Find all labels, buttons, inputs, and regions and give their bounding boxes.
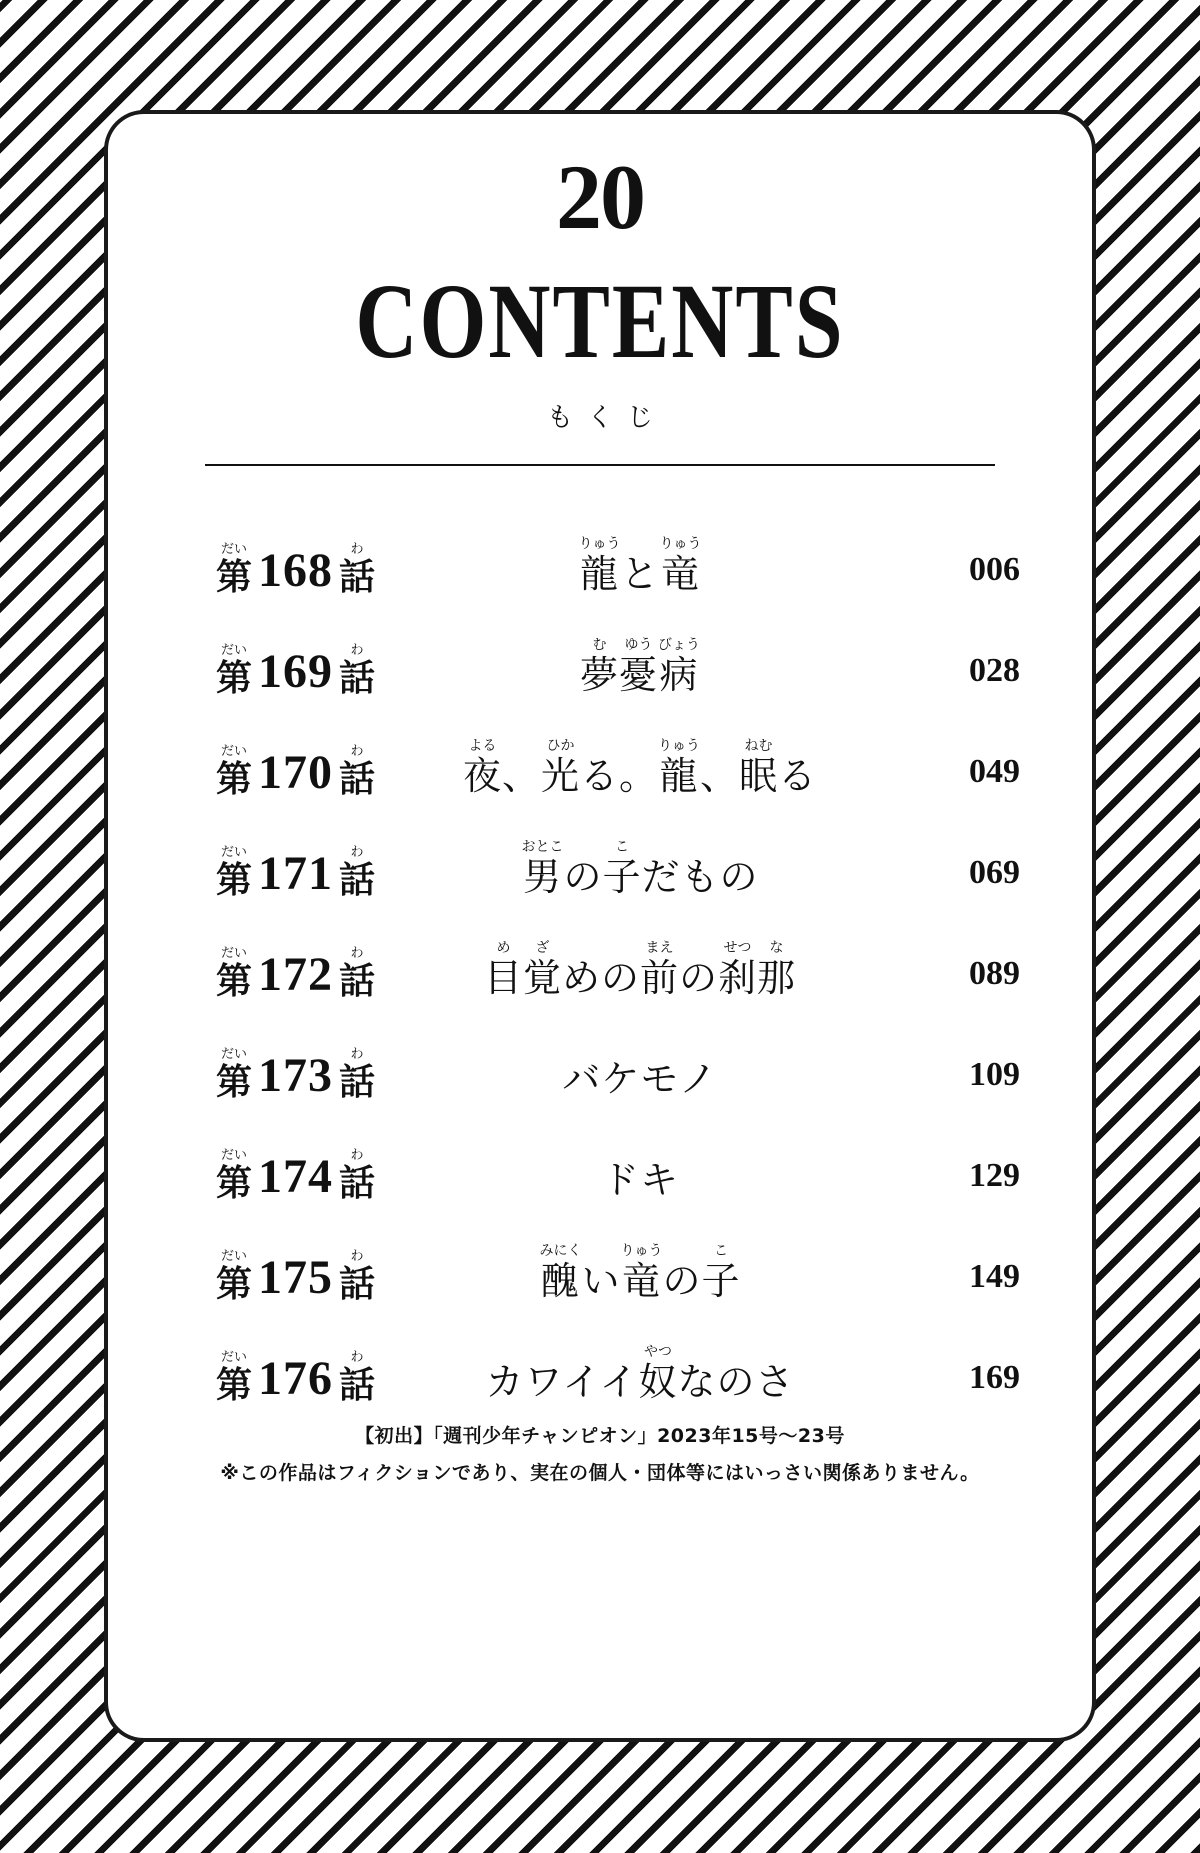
title-ruby: まえ	[645, 939, 674, 956]
title-base: 竜	[660, 551, 700, 596]
chapter-suffix-kanji: 話	[339, 858, 376, 901]
chapter-suffix	[339, 1147, 376, 1204]
chapter-title	[562, 1056, 718, 1101]
chapter-suffix-kanji: 話	[339, 1060, 376, 1103]
chapter-prefix-kanji: 第	[216, 757, 253, 800]
contents-title-wrapper	[108, 260, 1092, 383]
title-ruby-group	[739, 737, 779, 798]
title-base: 前	[639, 955, 679, 1000]
chapter-prefix-kanji: 第	[216, 1060, 253, 1103]
volume-number: 20	[556, 146, 644, 248]
chapter-prefix	[216, 945, 253, 1002]
title-ruby-group	[540, 737, 580, 798]
title-ruby-group	[658, 636, 701, 697]
chapter-prefix-ruby: だい	[221, 1349, 248, 1365]
chapter-label	[170, 1248, 400, 1305]
chapter-number: 172	[258, 947, 334, 1001]
title-ruby: ねむ	[744, 737, 773, 754]
title-base: カワイイ	[485, 1359, 639, 1404]
chapter-prefix-kanji: 第	[216, 656, 253, 699]
toc-row[interactable]	[170, 696, 1030, 800]
chapter-number: 170	[258, 745, 334, 799]
chapter-suffix-ruby: わ	[350, 1248, 364, 1264]
title-base: だもの	[641, 854, 759, 899]
chapter-page-number: 049	[969, 752, 1020, 790]
chapter-suffix	[339, 743, 376, 800]
title-base: の	[662, 1258, 702, 1303]
chapter-title-cell	[400, 941, 880, 999]
title-ruby: おとこ	[521, 838, 564, 855]
chapter-page-number: 089	[969, 954, 1020, 992]
chapter-title	[485, 1343, 795, 1404]
chapter-title-cell	[400, 739, 880, 797]
title-base: る	[778, 753, 818, 798]
chapter-page-number: 069	[969, 853, 1020, 891]
chapter-prefix-ruby: だい	[221, 844, 248, 860]
chapter-prefix	[216, 743, 253, 800]
chapter-prefix-ruby: だい	[221, 1046, 248, 1062]
chapter-number: 174	[258, 1149, 334, 1203]
toc-row[interactable]	[170, 1302, 1030, 1406]
title-ruby: こ	[714, 1242, 728, 1259]
chapter-prefix	[216, 642, 253, 699]
chapter-suffix	[339, 1349, 376, 1406]
title-ruby: む	[592, 636, 607, 653]
chapter-suffix-ruby: わ	[350, 945, 364, 961]
chapter-suffix	[339, 1248, 376, 1305]
footer-notes	[108, 1421, 1092, 1485]
title-base: る。	[579, 753, 658, 798]
title-base: めの	[561, 955, 640, 1000]
title-ruby-group	[539, 1242, 582, 1303]
chapter-prefix-ruby: だい	[221, 541, 248, 557]
chapter-label	[170, 1147, 400, 1204]
title-ruby-group	[602, 838, 642, 899]
toc-row[interactable]	[170, 797, 1030, 901]
chapter-prefix-kanji: 第	[216, 959, 253, 1002]
title-base: 覚	[522, 955, 562, 1000]
title-ruby: りゅう	[658, 737, 700, 754]
title-base: 那	[757, 955, 797, 1000]
title-base: 、	[501, 753, 541, 798]
chapter-suffix-ruby: わ	[350, 541, 364, 557]
chapter-suffix	[339, 945, 376, 1002]
chapter-label	[170, 743, 400, 800]
chapter-prefix	[216, 1349, 253, 1406]
chapter-page-number: 149	[969, 1257, 1020, 1295]
chapter-title	[521, 838, 759, 899]
chapter-prefix	[216, 844, 253, 901]
contents-subtitle: もくじ	[546, 402, 667, 433]
chapter-suffix-kanji: 話	[339, 555, 376, 598]
title-base: 眠	[739, 753, 779, 798]
chapter-suffix-ruby: わ	[350, 1349, 364, 1365]
title-ruby-group	[462, 737, 502, 798]
chapter-title	[539, 1242, 741, 1303]
title-ruby: め	[496, 939, 511, 956]
table-of-contents	[108, 494, 1092, 1406]
chapter-prefix-kanji: 第	[216, 858, 253, 901]
title-base: 奴	[638, 1359, 678, 1404]
chapter-prefix	[216, 1046, 253, 1103]
title-ruby: びょう	[658, 636, 701, 653]
chapter-suffix	[339, 541, 376, 598]
chapter-prefix-kanji: 第	[216, 1363, 253, 1406]
chapter-suffix-kanji: 話	[339, 1363, 376, 1406]
title-ruby: な	[769, 939, 784, 956]
chapter-suffix-kanji: 話	[339, 656, 376, 699]
chapter-title-cell	[400, 1157, 880, 1202]
chapter-prefix-ruby: だい	[221, 743, 248, 759]
title-ruby-group	[659, 535, 702, 596]
first-publication-note: 【初出】「週刊少年チャンピオン」2023年15号〜23号	[355, 1424, 845, 1447]
chapter-label	[170, 642, 400, 699]
chapter-suffix-ruby: わ	[350, 1147, 364, 1163]
chapter-prefix-kanji: 第	[216, 555, 253, 598]
title-ruby: せつ	[723, 939, 752, 956]
title-ruby-group	[483, 939, 523, 1000]
title-ruby: ゆう	[624, 636, 653, 653]
title-ruby: りゅう	[659, 535, 702, 552]
title-ruby: りゅう	[620, 1242, 663, 1259]
chapter-suffix-kanji: 話	[339, 959, 376, 1002]
chapter-page-number: 109	[969, 1055, 1020, 1093]
title-base: 、	[700, 753, 740, 798]
chapter-prefix-kanji: 第	[216, 1161, 253, 1204]
toc-row[interactable]	[170, 898, 1030, 1002]
chapter-number: 169	[258, 644, 334, 698]
toc-row[interactable]	[170, 595, 1030, 699]
chapter-prefix	[216, 1248, 253, 1305]
chapter-prefix-ruby: だい	[221, 1147, 248, 1163]
chapter-title	[462, 737, 818, 798]
title-base: バケモノ	[562, 1056, 718, 1101]
fiction-disclaimer: ※この作品はフィクションであり、実在の個人・団体等にはいっさい関係ありません。	[220, 1461, 980, 1484]
title-base: 醜	[540, 1258, 580, 1303]
chapter-suffix	[339, 1046, 376, 1103]
title-ruby-group	[718, 939, 758, 1000]
title-ruby-group	[639, 939, 679, 1000]
chapter-number: 171	[258, 846, 334, 900]
title-base: なのさ	[677, 1359, 795, 1404]
chapter-suffix-ruby: わ	[350, 642, 364, 658]
title-base: の	[679, 955, 719, 1000]
title-ruby-group	[521, 838, 564, 899]
chapter-title-cell	[400, 1244, 880, 1302]
chapter-suffix-kanji: 話	[339, 1161, 376, 1204]
chapter-prefix-ruby: だい	[221, 945, 248, 961]
title-base: 病	[659, 652, 699, 697]
contents-panel	[104, 110, 1096, 1742]
title-base: ドキ	[600, 1157, 679, 1202]
title-ruby-group	[578, 535, 621, 596]
title-base: 刹	[718, 955, 758, 1000]
title-base: 龍	[659, 753, 699, 798]
title-ruby: ひか	[546, 737, 575, 754]
toc-row[interactable]	[170, 999, 1030, 1103]
contents-title: CONTENTS	[355, 260, 845, 381]
chapter-number: 175	[258, 1250, 334, 1304]
chapter-prefix	[216, 1147, 253, 1204]
divider	[205, 464, 995, 466]
title-ruby: ざ	[535, 939, 550, 956]
chapter-title-cell	[400, 840, 880, 898]
chapter-title-cell	[400, 638, 880, 696]
chapter-suffix-ruby: わ	[350, 743, 364, 759]
toc-row[interactable]	[170, 1201, 1030, 1305]
chapter-suffix-kanji: 話	[339, 757, 376, 800]
title-ruby-group	[701, 1242, 741, 1303]
chapter-prefix-kanji: 第	[216, 1262, 253, 1305]
title-ruby: りゅう	[578, 535, 621, 552]
title-base: 子	[701, 1258, 741, 1303]
title-base: 光	[540, 753, 580, 798]
title-base: 竜	[621, 1258, 661, 1303]
title-ruby-group	[619, 636, 659, 697]
chapter-label	[170, 1046, 400, 1103]
chapter-number: 173	[258, 1048, 334, 1102]
title-base: 子	[602, 854, 642, 899]
chapter-number: 176	[258, 1351, 334, 1405]
chapter-suffix	[339, 642, 376, 699]
chapter-title	[578, 535, 702, 596]
chapter-title-cell	[400, 537, 880, 595]
title-ruby-group	[757, 939, 797, 1000]
chapter-page-number: 129	[969, 1156, 1020, 1194]
chapter-prefix	[216, 541, 253, 598]
title-base: と	[620, 551, 660, 596]
chapter-suffix	[339, 844, 376, 901]
title-ruby-group	[638, 1343, 678, 1404]
chapter-label	[170, 1349, 400, 1406]
chapter-number: 168	[258, 543, 334, 597]
title-ruby-group	[620, 1242, 663, 1303]
title-base: 夢	[579, 652, 619, 697]
title-base: い	[581, 1258, 621, 1303]
title-ruby: みにく	[539, 1242, 582, 1259]
chapter-suffix-kanji: 話	[339, 1262, 376, 1305]
chapter-page-number: 169	[969, 1358, 1020, 1396]
chapter-prefix-ruby: だい	[221, 642, 248, 658]
chapter-title-cell	[400, 1056, 880, 1101]
title-base: 憂	[619, 652, 659, 697]
title-ruby-group	[522, 939, 562, 1000]
title-ruby: やつ	[643, 1343, 672, 1360]
title-ruby-group	[658, 737, 700, 798]
title-ruby-group	[579, 636, 619, 697]
title-base: 夜	[462, 753, 502, 798]
title-base: 男	[522, 854, 562, 899]
chapter-title	[579, 636, 701, 697]
title-base: 龍	[579, 551, 619, 596]
chapter-title-cell	[400, 1345, 880, 1403]
chapter-suffix-ruby: わ	[350, 844, 364, 860]
toc-row[interactable]	[170, 1100, 1030, 1204]
chapter-title	[600, 1157, 679, 1202]
chapter-label	[170, 844, 400, 901]
toc-row[interactable]	[170, 494, 1030, 598]
chapter-label	[170, 541, 400, 598]
title-base: の	[563, 854, 603, 899]
title-base: 目	[483, 955, 523, 1000]
chapter-prefix-ruby: だい	[221, 1248, 248, 1264]
title-ruby: よる	[468, 737, 497, 754]
chapter-label	[170, 945, 400, 1002]
title-ruby: こ	[614, 838, 629, 855]
chapter-title	[483, 939, 797, 1000]
chapter-page-number: 028	[969, 651, 1020, 689]
chapter-suffix-ruby: わ	[350, 1046, 364, 1062]
chapter-page-number: 006	[969, 550, 1020, 588]
